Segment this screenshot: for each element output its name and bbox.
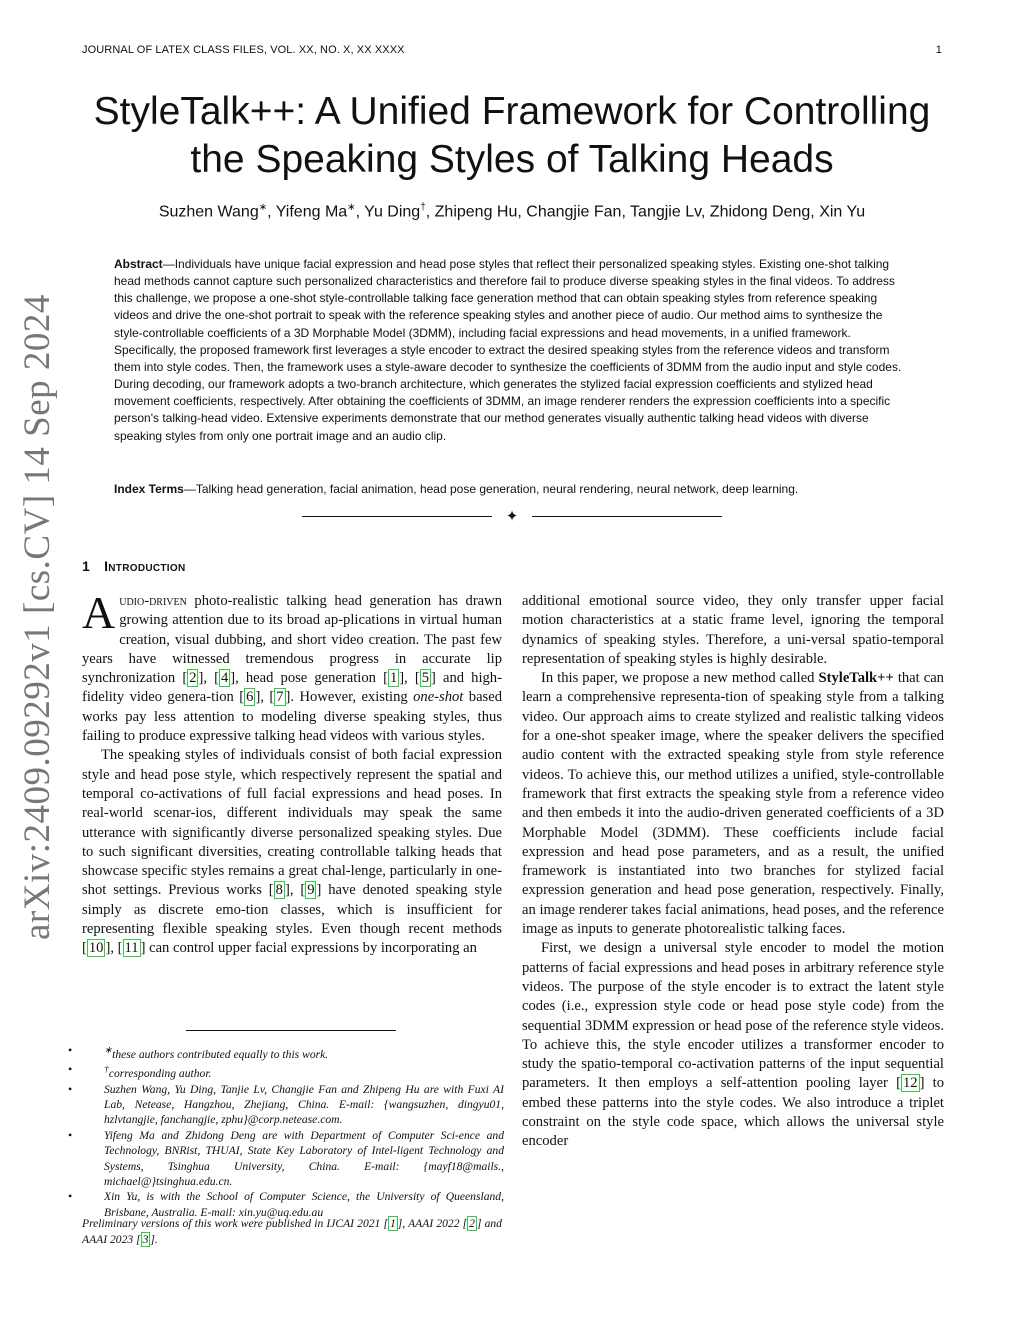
citation-link[interactable]: 7 [276, 689, 284, 706]
citation-link[interactable]: 12 [902, 1075, 918, 1092]
citation-link[interactable]: 6 [246, 689, 254, 706]
method-name: StyleTalk++ [818, 670, 894, 687]
abstract-text: —Individuals have unique facial expression and head pose styles that reflect their personalized speaking styles. Existing one-shot talking head methods cannot capture such personalized characteristics and therefore fail to produce diverse speaking styles in the final videos. To address this challenge, we propose a one-shot style-controllable talking face generation method that can obtain speaking styles from reference speaking videos and drive the one-shot portrait to speak with the reference speaking styles and another piece of audio. Our method aims to synthesize the style-controllable coefficients of a 3D Morphable Model (3DMM), including facial expressions and head movements, in a unified framework. Specifically, the proposed framework first leverages a style encoder to extract the desired speaking styles from the reference videos and transform them into style codes. Then, the framework uses a style-aware decoder to synthesize the coefficients of 3DMM from the audio input and style codes. During decoding, our framework adopts a two-branch architecture, which generates the stylized facial expression coefficients and stylized head movement coefficients, respectively. After obtaining the coefficients of 3DMM, an image renderer renders the expression coefficients into a specific person's talking-head video. Extensive experiments demonstrate that our method generates visually authentic talking head videos with diverse speaking styles from only one portrait image and an audio clip. [114, 257, 902, 443]
citation-link[interactable]: 9 [307, 882, 315, 899]
author-1: Suzhen Wang [158, 203, 259, 221]
bullet-icon: • [68, 1062, 73, 1077]
intro-paragraph-1: Audio-driven photo-realistic talking head generation has drawn growing attention due to its broad ap-plications in virtual human creation, visual dubbing, and short video creation. The past few years have witnessed tremendous progress in accurate lip synchronization [ 2 ], [ 4 ], head pose generation [ 1 ], [ 5 ] and high-fidelity video genera-tion [ 6 ], [ 7 ]. However, existing one-shot based works pay less attention to modeling diverse speaking styles, thus failing to produce expressive talking head videos with various styles. [82, 587, 503, 745]
citation-link[interactable]: 2 [469, 1217, 475, 1230]
text-run: . However, existing [290, 689, 414, 706]
section-title: Introduction [104, 558, 186, 574]
text-run: to embed these patterns into the style codes. We also introduce a triplet constraint on the style code space, which allows the universal style encoder [522, 1075, 945, 1150]
text-run: photo-realistic talking head generation has drawn growing attention due to its broad ap-plications in virtual human creation, visual dubbing, and short video creation. The past few years have witnessed tremendous progress in accurate lip synchronization [82, 593, 502, 687]
text-run: The speaking styles of individuals consist of both facial expression style and head pose style, which respectively represent the spatial and temporal co-activations of full facial expressions and head poses. In real-world scenar-ios, different individuals may speak the same utterance with significantly diverse personalized speaking styles. Due to such significant diversities, creating controllable talking heads that showcase specific styles remains a great chal-lenge, particularly in one-shot settings. Previous works [82, 747, 502, 899]
index-terms-text: —Talking head generation, facial animation, head pose generation, neural rendering, neural network, deep learning. [183, 482, 799, 496]
abstract [114, 256, 910, 445]
dropcap: A [82, 587, 116, 638]
text-run: Preliminary versions of this work were published in IJCAI 2021 [82, 1217, 384, 1230]
citation-link[interactable]: 1 [389, 670, 398, 687]
author-rest: , Zhipeng Hu, Changjie Fan, Tangjie Lv, Zhidong Deng, Xin Yu [425, 203, 866, 221]
citation-link[interactable]: 5 [421, 670, 429, 687]
bullet-icon: • [68, 1081, 73, 1096]
right-column [522, 592, 944, 1152]
citation-link[interactable]: 8 [275, 882, 283, 899]
text-run: In this paper, we propose a new method called [541, 670, 819, 687]
index-terms [114, 482, 910, 496]
intro-paragraph-3: additional emotional source video, they only transfer upper facial motion characteristics at a static frame level, ignoring the temporal dynamics of speaking styles. Therefore, a uni-versal spatio-temporal representation of speaking styles is highly desirable. [522, 593, 944, 667]
footnote-text: Yifeng Ma and Zhidong Deng are with Department of Computer Sci-ence and Technology, BNRist, THUAI, State Key Laboratory of Intel-ligent Technology and Systems, Tsinghua University, China. E-mail: {mayf18@mails., michael@}tsinghua.edu.cn. [104, 1128, 504, 1188]
text-run: and AAAI 2023 [82, 1217, 502, 1246]
footnote-text: Suzhen Wang, Yu Ding, Tanjie Lv, Changjie Fan and Zhipeng Hu are with Fuxi AI Lab, Netease, Hangzhou, Zhejiang, China. E-mail: {wangsuzhen, dingyu01, hzlvtangjie, fanchangjie, zphu}@corp.netease.com. [104, 1082, 504, 1127]
left-column [82, 587, 503, 959]
citation-link[interactable]: 3 [142, 1233, 149, 1246]
citation-link[interactable]: 11 [124, 940, 139, 957]
text-run: have denoted speaking style simply as discrete emo-tion classes, which is insufficient for representing flexible speaking styles. Even though recent methods [82, 882, 502, 938]
text-run: that can learn a comprehensive representa-tion of speaking style from a talking video. Our approach aims to create stylized and realistic talking videos for a one-shot speaker image, where the speaker delivers the specified audio content with the extracted speaking style from style reference videos. To achieve this, our method utilizes a unified, style-controllable framework that first extracts the speaking style from a reference video and then embeds it into the audio-driven generated coefficients of a 3D Morphable Model (3DMM). These coefficients include facial expression and head pose parameters, and as a result, the unified framework is instantiated into two branches for stylized facial expression generation and head pose generation, respectively. Finally, an image renderer takes facial animations, head poses, and the reference image as inputs to generate photorealistic talking faces. [522, 670, 944, 938]
footnote-item [64, 1062, 504, 1081]
corresponding-mark: † [420, 202, 426, 213]
italic-term: one-shot [413, 689, 464, 706]
text-run: First, we design a universal style encoder to model the motion patterns of facial expressions and head poses in arbitrary reference style videos. The purpose of the style encoder is to extract the latent style codes (i.e., expression style code or head pose style code) from the sequential 3DMM expression or head pose of the reference style videos. To achieve this, the style encoder utilizes a transformer encoder to study the spatio-temporal co-activation patterns of the input sequential parameters. It then employs a self-attention pooling layer [522, 940, 944, 1092]
footnote-symbol: ∗ [104, 1045, 113, 1056]
divider-line-left [302, 516, 492, 517]
text-run: , head pose generation [235, 670, 384, 687]
intro-paragraph-4 [522, 669, 944, 939]
preliminary-versions-note: Preliminary versions of this work were published in IJCAI 2021 [ 1 ], AAAI 2022 [ 2 ] and AAAI 2023 [ 3 ]. [82, 1217, 502, 1246]
citation-link[interactable]: 10 [88, 940, 104, 957]
paper-title [60, 88, 964, 184]
author-3: , Yu Ding [355, 203, 421, 221]
section-number: 1 [82, 558, 91, 574]
arxiv-identifier: arXiv:2409.09292v1 [cs.CV] 14 Sep 2024 [17, 294, 58, 940]
footnote-text: Xin Yu, is with the School of Computer Science, the University of Queensland, Brisbane, Australia. E-mail: xin.yu@uq.edu.au [104, 1190, 504, 1219]
index-terms-label: Index Terms [114, 482, 184, 496]
author-list [60, 202, 964, 221]
bullet-icon: • [68, 1127, 73, 1142]
intro-paragraph-2: The speaking styles of individuals consist of both facial expression style and head pose style, which respectively represent the spatial and temporal co-activations of full facial expressions and head poses. In real-world scenar-ios, different individuals may speak the same utterance with significantly diverse personalized speaking styles. Due to such significant diversities, creating controllable talking heads that showcase specific styles remains a great chal-lenge, particularly in one-shot settings. Previous works [ 8 ], [ 9 ] have denoted speaking style simply as discrete emo-tion classes, which is insufficient for representing flexible speaking styles. Even though recent methods [ 10 ], [ 11 ] can control upper facial expressions by incorporating an [82, 747, 502, 957]
footnote-item [64, 1043, 504, 1062]
section-heading [82, 558, 185, 574]
journal-name: JOURNAL OF LATEX CLASS FILES, VOL. XX, NO. X, XX XXXX [82, 44, 405, 56]
footnote-rule [186, 1030, 396, 1031]
divider-line-right [532, 516, 722, 517]
citation-link[interactable]: 4 [220, 670, 229, 687]
bullet-icon: • [68, 1043, 73, 1057]
footnote-item [64, 1128, 504, 1190]
text-run: and high-fidelity video genera-tion [82, 670, 502, 706]
text-run: can control upper facial expressions by incorporating an [145, 940, 477, 957]
footnote-text: corresponding author. [108, 1067, 212, 1081]
equal-contrib-mark: ∗ [258, 202, 268, 213]
citation-link[interactable]: 2 [189, 670, 197, 687]
title-line-2: the Speaking Styles of Talking Heads [190, 138, 834, 181]
footnote-text: these authors contributed equally to this work. [112, 1047, 329, 1061]
bullet-icon: • [68, 1189, 73, 1204]
divider-star-icon: ✦ [505, 509, 519, 525]
running-header [82, 44, 942, 60]
text-run: based works pay less attention to modeling diverse speaking styles, thus failing to produce expressive talking head videos with various styles. [82, 689, 503, 745]
title-line-1: StyleTalk++: A Unified Framework for Controlling [93, 90, 931, 133]
abstract-label: Abstract [114, 257, 163, 271]
text-run: , AAAI 2022 [402, 1217, 463, 1230]
author-2: , Yifeng Ma [267, 203, 348, 221]
text-run: . [154, 1233, 158, 1246]
footnotes [64, 1043, 504, 1220]
equal-contrib-mark: ∗ [347, 202, 356, 213]
citation-link[interactable]: 1 [389, 1217, 396, 1230]
intro-paragraph-5: First, we design a universal style encoder to model the motion patterns of facial expressions and head poses in arbitrary reference style videos. The purpose of the style encoder is to extract the latent style codes (i.e., expression style code or head pose style code) from the sequential 3DMM expression or head pose of the reference style videos. To achieve this, the style encoder utilizes a transformer encoder to study the spatio-temporal co-activation patterns of the input sequential parameters. It then employs a self-attention pooling layer [ 12 ] to embed these patterns into the style codes. We also introduce a triplet constraint on the style code space, which allows the universal style encoder [522, 940, 945, 1150]
smallcaps-lead: udio-driven [119, 593, 187, 609]
footnote-item [64, 1082, 504, 1128]
page-number: 1 [935, 44, 942, 56]
footnote-symbol: † [104, 1064, 109, 1076]
section-divider [302, 508, 722, 526]
